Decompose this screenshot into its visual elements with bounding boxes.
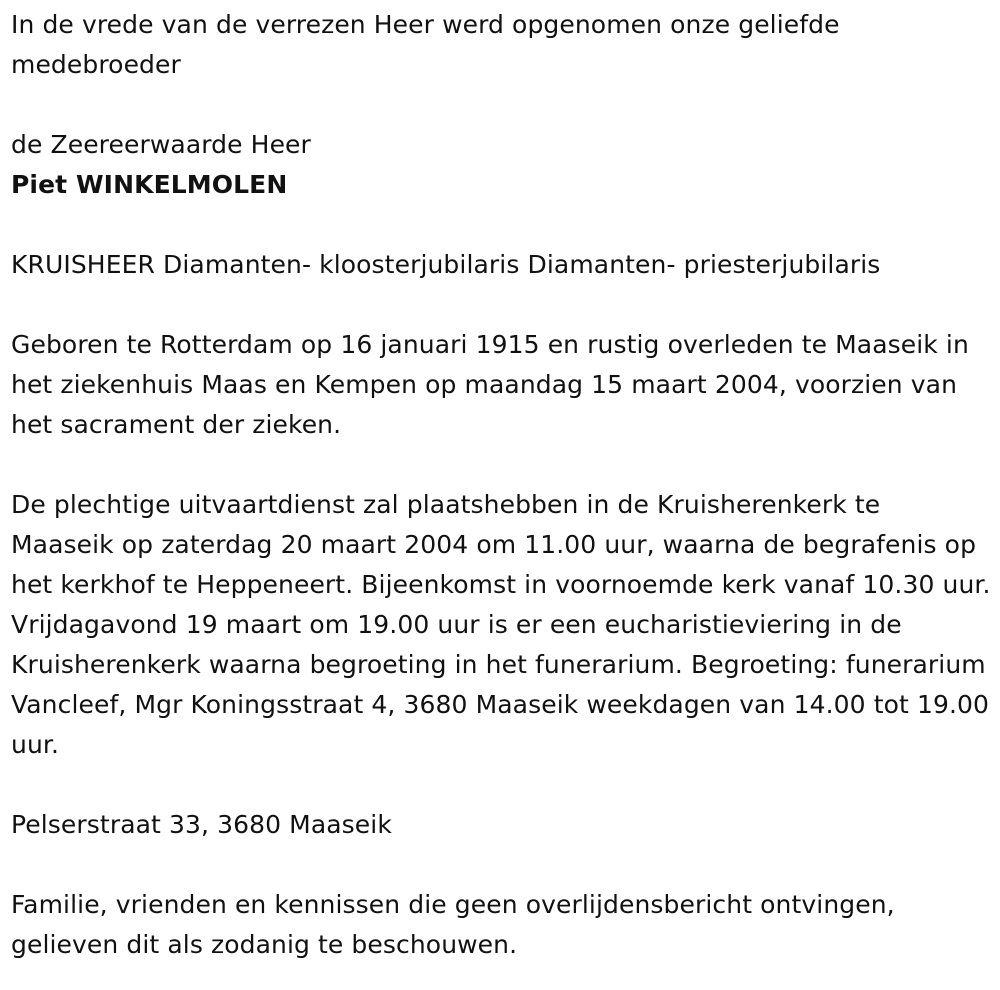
address-text: Pelserstraat 33, 3680 Maaseik (11, 810, 392, 839)
intro-text: In de vrede van de verrezen Heer werd opgenomen onze geliefde medebroeder (11, 10, 840, 79)
spacer (11, 85, 991, 125)
spacer (11, 205, 991, 245)
honorific-title: de Zeereerwaarde Heer (11, 130, 311, 159)
obituary-notice (11, 5, 991, 965)
birth-death-paragraph: Geboren te Rotterdam op 16 januari 1915 en rustig overleden te Maaseik in het ziekenhuis Maas en Kempen op maandag 15 maart 2004, voorzien van het sacrament der zieken. (11, 330, 969, 439)
roles-text: KRUISHEER Diamanten- kloosterjubilaris Diamanten- priesterjubilaris (11, 250, 881, 279)
spacer (11, 445, 991, 485)
spacer (11, 765, 991, 805)
spacer (11, 285, 991, 325)
funeral-paragraph: De plechtige uitvaartdienst zal plaatshebben in de Kruisherenkerk te Maaseik op zaterdag 20 maart 2004 om 11.00 uur, waarna de begrafenis op het kerkhof te Heppeneert. Bijeenkomst in voornoemde kerk vanaf 10.30 uur. Vrijdagavond 19 maart om 19.00 uur is er een eucharistieviering in de Kruisherenkerk waarna begroeting in het funerarium. Begroeting: funerarium Vancleef, Mgr Koningsstraat 4, 3680 Maaseik weekdagen van 14.00 tot 19.00 uur. (11, 490, 991, 759)
deceased-name: Piet WINKELMOLEN (11, 170, 288, 199)
closing-paragraph: Familie, vrienden en kennissen die geen overlijdensbericht ontvingen, gelieven dit als zodanig te beschouwen. (11, 890, 895, 959)
spacer (11, 845, 991, 885)
